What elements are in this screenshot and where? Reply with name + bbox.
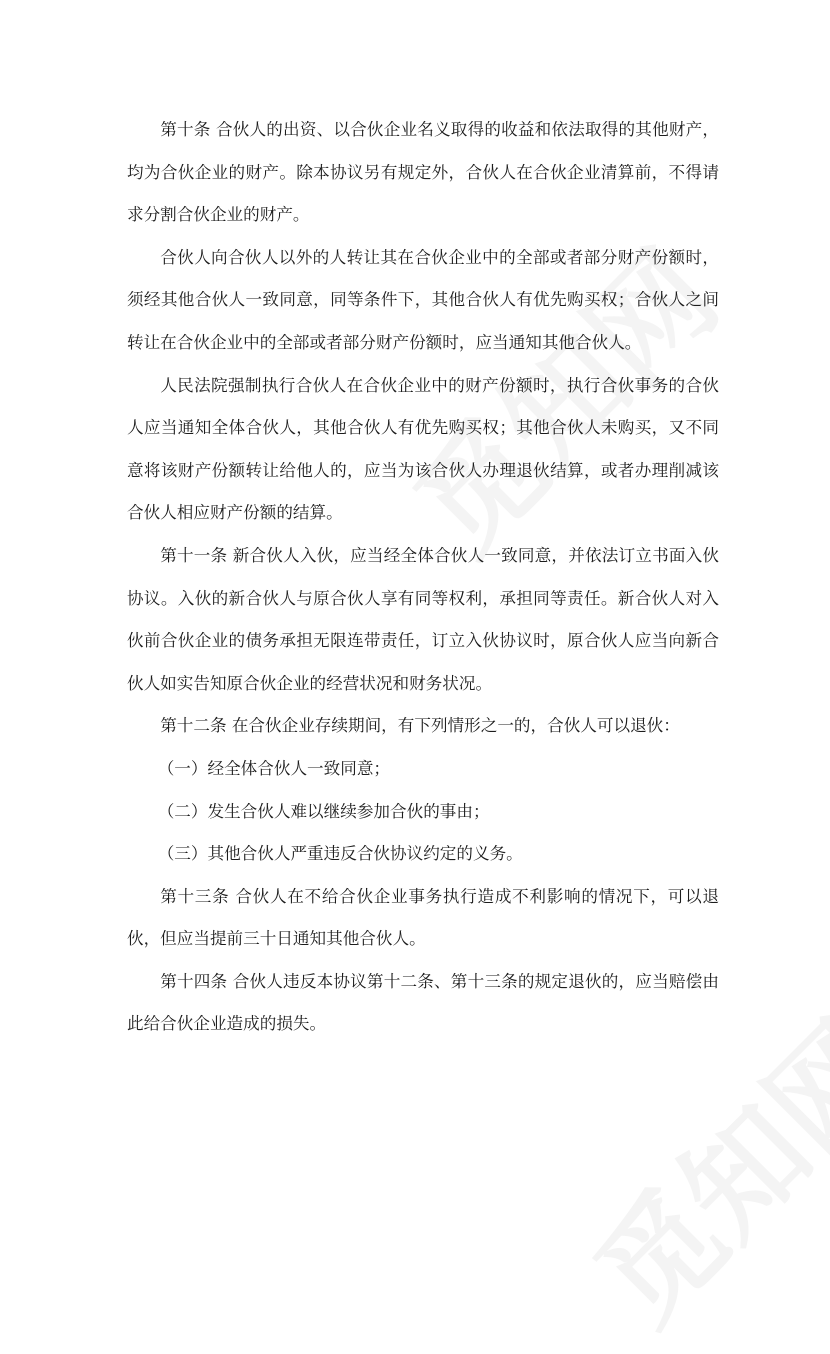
list-item-2: （二）发生合伙人难以继续参加合伙的事由；: [157, 801, 490, 821]
paragraph-article-14: 第十四条 合伙人违反本协议第十二条、第十三条的规定退伙的，应当赔偿由此给合伙企业造成的损失。: [127, 971, 719, 1034]
paragraph-article-12: 第十二条 在合伙企业存续期间，有下列情形之一的，合伙人可以退伙：: [160, 716, 680, 736]
paragraph-article-13: 第十三条 合伙人在不给合伙企业事务执行造成不利影响的情况下，可以退伙，但应当提前三十日通知其他合伙人。: [127, 886, 719, 949]
paragraph-transfer-rules: 合伙人向合伙人以外的人转让其在合伙企业中的全部或者部分财产份额时，须经其他合伙人一致同意，同等条件下，其他合伙人有优先购买权；合伙人之间转让在合伙企业中的全部或者部分财产份额时，应当通知其他合伙人。: [127, 247, 719, 352]
list-item-1: （一）经全体合伙人一致同意；: [157, 758, 391, 778]
list-item-3: （三）其他合伙人严重违反合伙协议约定的义务。: [157, 844, 523, 864]
document-body: [127, 109, 719, 1046]
paragraph-article-11: 第十一条 新合伙人入伙，应当经全体合伙人一致同意，并依法订立书面入伙协议。入伙的新合伙人与原合伙人享有同等权利，承担同等责任。新合伙人对入伙前合伙企业的债务承担无限连带责任，订立入伙协议时，原合伙人应当向新合伙人如实告知原合伙企业的经营状况和财务状况。: [127, 545, 719, 693]
paragraph-court-enforcement: 人民法院强制执行合伙人在合伙企业中的财产份额时，执行合伙事务的合伙人应当通知全体合伙人，其他合伙人有优先购买权；其他合伙人未购买，又不同意将该财产份额转让给他人的，应当为该合伙人办理退伙结算，或者办理削减该合伙人相应财产份额的结算。: [127, 375, 719, 523]
paragraph-article-10: 第十条 合伙人的出资、以合伙企业名义取得的收益和依法取得的其他财产，均为合伙企业的财产。除本协议另有规定外，合伙人在合伙企业清算前，不得请求分割合伙企业的财产。: [127, 120, 719, 225]
